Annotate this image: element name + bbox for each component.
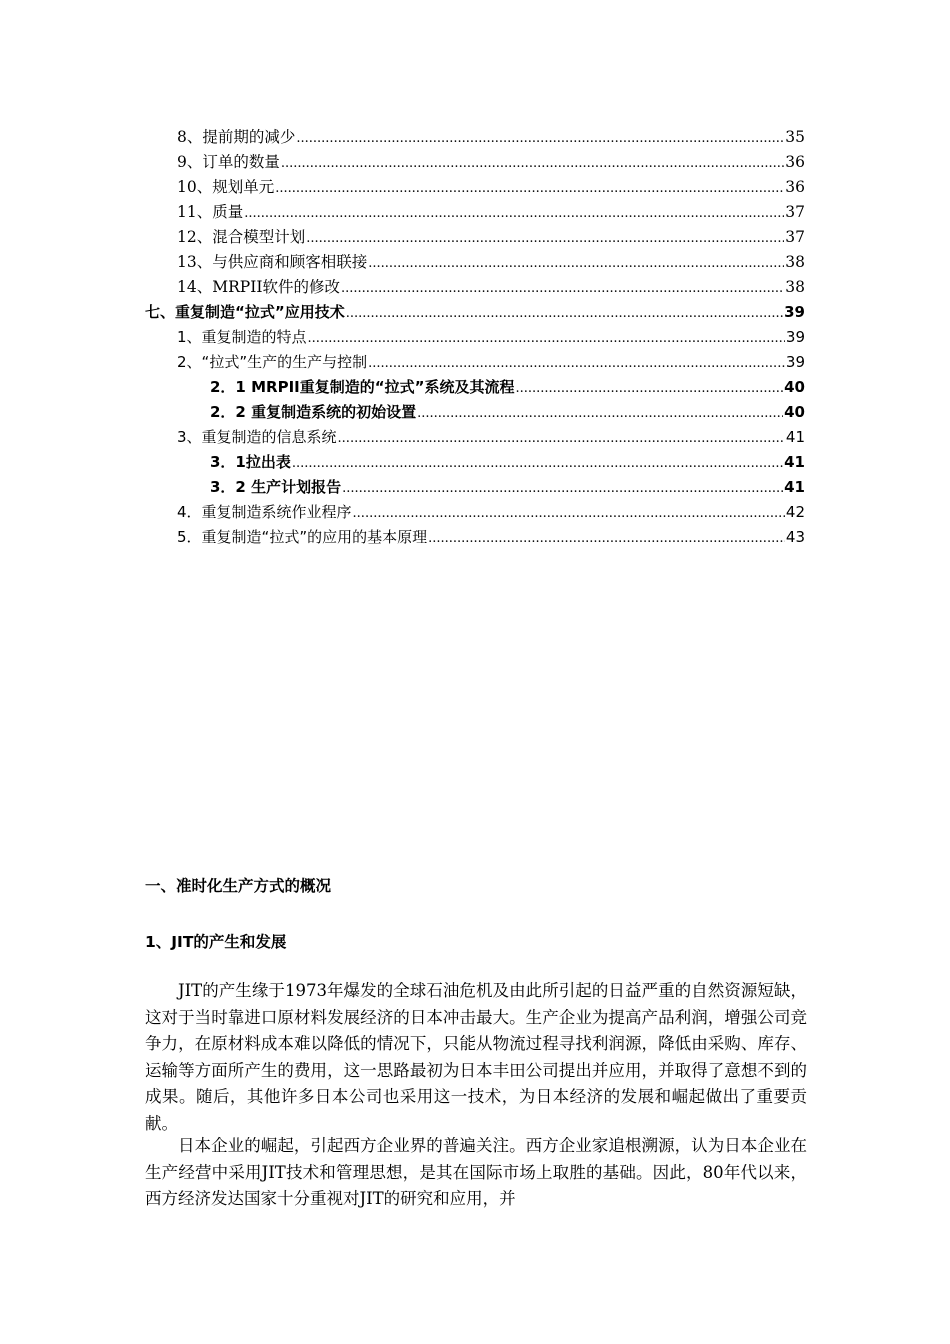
toc-entry[interactable] bbox=[177, 525, 805, 549]
toc-entry[interactable] bbox=[177, 250, 805, 274]
toc-entry[interactable] bbox=[177, 225, 805, 249]
toc-subentry[interactable] bbox=[210, 475, 805, 499]
toc-leader-dots bbox=[244, 202, 784, 226]
toc-leader-dots bbox=[346, 302, 783, 326]
toc-leader-dots bbox=[275, 177, 784, 201]
toc-entry-label: 10、规划单元 bbox=[177, 178, 275, 196]
toc-entry-label: 3．1拉出表 bbox=[210, 453, 291, 471]
toc-entry-label: 3．2 生产计划报告 bbox=[210, 478, 342, 496]
toc-entry-page: 41 bbox=[785, 428, 805, 446]
toc-entry-label: 七、重复制造“拉式”应用技术 bbox=[145, 303, 345, 321]
toc-entry-page: 39 bbox=[785, 353, 805, 371]
toc-entry-label: 1、重复制造的特点 bbox=[177, 328, 307, 346]
toc-entry-page: 42 bbox=[785, 503, 805, 521]
toc-entry-page: 39 bbox=[784, 303, 805, 321]
toc-entry-page: 39 bbox=[785, 328, 805, 346]
toc-leader-dots bbox=[428, 527, 785, 551]
toc-leader-dots bbox=[368, 352, 785, 376]
body-paragraph: 日本企业的崛起，引起西方企业界的普遍关注。西方企业家追根溯源，认为日本企业在生产经营中采用JIT技术和管理思想，是其在国际市场上取胜的基础。因此，80年代以来，西方经济发达国家十分重视对JIT的研究和应用，并 bbox=[145, 1136, 807, 1208]
toc-leader-dots bbox=[306, 227, 784, 251]
toc-entry[interactable] bbox=[177, 500, 805, 524]
toc-entry-label: 2、“拉式”生产的生产与控制 bbox=[177, 353, 368, 371]
toc-leader-dots bbox=[308, 327, 785, 351]
toc-entry-page: 36 bbox=[785, 178, 805, 196]
toc-entry-page: 36 bbox=[785, 153, 805, 171]
toc-leader-dots bbox=[296, 127, 784, 151]
toc-entry[interactable] bbox=[177, 200, 805, 224]
toc-entry-label: 8、提前期的减少 bbox=[177, 128, 296, 146]
toc-entry-label: 2．1 MRPII重复制造的“拉式”系统及其流程 bbox=[210, 378, 515, 396]
toc-leader-dots bbox=[338, 427, 785, 451]
toc-subentry[interactable] bbox=[210, 450, 805, 474]
toc-leader-dots bbox=[353, 502, 785, 526]
toc-entry[interactable] bbox=[177, 175, 805, 199]
toc-entry-page: 38 bbox=[785, 253, 805, 271]
toc-entry-page: 37 bbox=[785, 228, 805, 246]
toc-subentry[interactable] bbox=[210, 400, 805, 424]
toc-subentry[interactable] bbox=[210, 375, 805, 399]
toc-entry-label: 9、订单的数量 bbox=[177, 153, 280, 171]
toc-entry-label: 3、重复制造的信息系统 bbox=[177, 428, 337, 446]
toc-chapter-entry[interactable] bbox=[145, 300, 805, 324]
toc-entry-page: 41 bbox=[784, 453, 805, 471]
toc-entry-label: 2．2 重复制造系统的初始设置 bbox=[210, 403, 417, 421]
toc-entry-page: 38 bbox=[785, 278, 805, 296]
toc-entry[interactable] bbox=[177, 125, 805, 149]
toc-entry[interactable] bbox=[177, 275, 805, 299]
toc-entry-label: 5．重复制造“拉式”的应用的基本原理 bbox=[177, 528, 428, 546]
toc-entry-label: 13、与供应商和顾客相联接 bbox=[177, 253, 368, 271]
toc-leader-dots bbox=[281, 152, 784, 176]
toc-entry[interactable] bbox=[177, 150, 805, 174]
toc-leader-dots bbox=[368, 252, 784, 276]
toc-entry-label: 12、混合模型计划 bbox=[177, 228, 306, 246]
toc-entry[interactable] bbox=[177, 350, 805, 374]
toc-leader-dots bbox=[342, 477, 783, 501]
toc-leader-dots bbox=[515, 377, 783, 401]
toc-entry[interactable] bbox=[177, 325, 805, 349]
subsection-heading: 1、JIT的产生和发展 bbox=[145, 933, 287, 951]
toc-leader-dots bbox=[417, 402, 783, 426]
toc-entry[interactable] bbox=[177, 425, 805, 449]
toc-entry-page: 35 bbox=[785, 128, 805, 146]
toc-entry-page: 37 bbox=[785, 203, 805, 221]
toc-entry-page: 40 bbox=[784, 403, 805, 421]
toc-entry-page: 41 bbox=[784, 478, 805, 496]
body-paragraph: JIT的产生缘于1973年爆发的全球石油危机及由此所引起的日益严重的自然资源短缺，这对于当时靠进口原材料发展经济的日本冲击最大。生产企业为提高产品利润，增强公司竞争力，在原材料成本难以降低的情况下，只能从物流过程寻找利润源，降低由采购、库存、运输等方面所产生的费用，这一思路最初为日本丰田公司提出并应用，并取得了意想不到的成果。随后，其他许多日本公司也采用这一技术，为日本经济的发展和崛起做出了重要贡献。 bbox=[145, 981, 807, 1133]
toc-entry-page: 43 bbox=[785, 528, 805, 546]
toc-leader-dots bbox=[292, 452, 783, 476]
toc-entry-label: 11、质量 bbox=[177, 203, 244, 221]
toc-entry-label: 14、MRPII软件的修改 bbox=[177, 278, 340, 296]
toc-entry-page: 40 bbox=[784, 378, 805, 396]
toc-entry-label: 4．重复制造系统作业程序 bbox=[177, 503, 352, 521]
section-heading: 一、准时化生产方式的概况 bbox=[145, 877, 332, 895]
toc-leader-dots bbox=[341, 277, 784, 301]
